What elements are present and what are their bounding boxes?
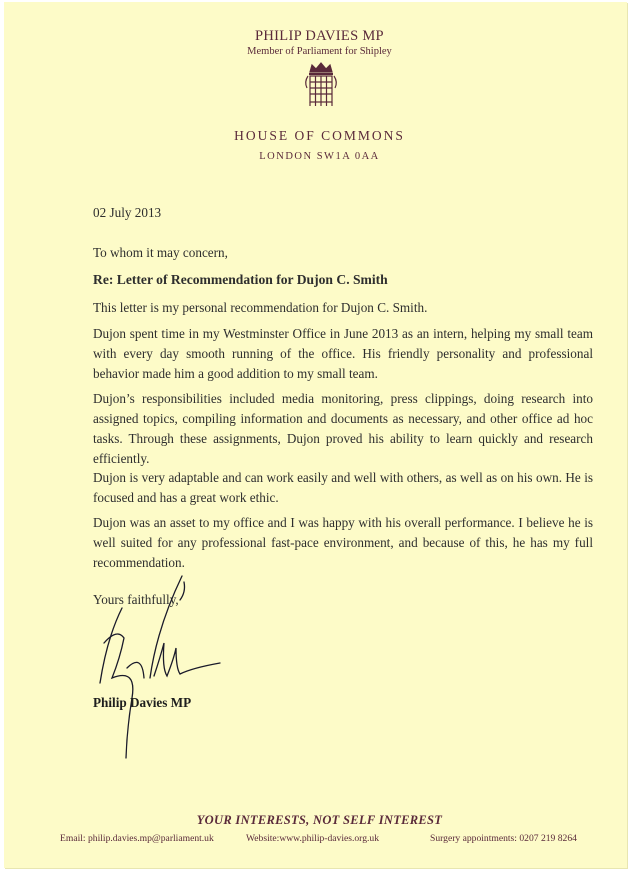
subject-line: Re: Letter of Recommendation for Dujon C. Smith [93, 272, 388, 287]
paragraph-3: Dujon’s responsibilities included media monitoring, press clippings, doing research into assigned topics, compiling information and documents as necessary, and other office ad hoc tasks. Through these assignments, Dujon proved his ability to learn quickly and research efficiently. [93, 391, 593, 466]
paragraph-1: This letter is my personal recommendation for Dujon C. Smith. [93, 300, 428, 315]
paragraph-5: Dujon was an asset to my office and I was happy with his overall performance. I believe he is well suited for any professional fast-pace environment, and because of this, he has my full recommendation. [93, 515, 593, 570]
footer-email: Email: philip.davies.mp@parliament.uk [60, 833, 214, 844]
address: LONDON SW1A 0AA [259, 151, 380, 162]
letter-date: 02 July 2013 [93, 205, 162, 220]
mp-subtitle: Member of Parliament for Shipley [247, 46, 392, 57]
paragraph-4: Dujon is very adaptable and can work easily and well with others, as well as on his own. He is focused and has a great work ethic. [93, 470, 593, 505]
house-of-commons: HOUSE OF COMMONS [234, 128, 405, 143]
signer-name: Philip Davies MP [93, 695, 192, 710]
mp-name: PHILIP DAVIES MP [255, 28, 384, 44]
footer-surgery: Surgery appointments: 0207 219 8264 [430, 833, 577, 844]
handwritten-signature [82, 568, 242, 768]
motto: YOUR INTERESTS, NOT SELF INTEREST [196, 813, 443, 827]
closing: Yours faithfully, [93, 592, 179, 607]
footer-website: Website:www.philip-davies.org.uk [246, 833, 379, 844]
paragraph-2: Dujon spent time in my Westminster Office in June 2013 as an intern, helping my small team with every day smooth running of the office. His friendly personality and professional behavior made him a good addition to my small team. [93, 326, 593, 381]
salutation: To whom it may concern, [93, 245, 228, 260]
portcullis-icon [302, 62, 340, 110]
